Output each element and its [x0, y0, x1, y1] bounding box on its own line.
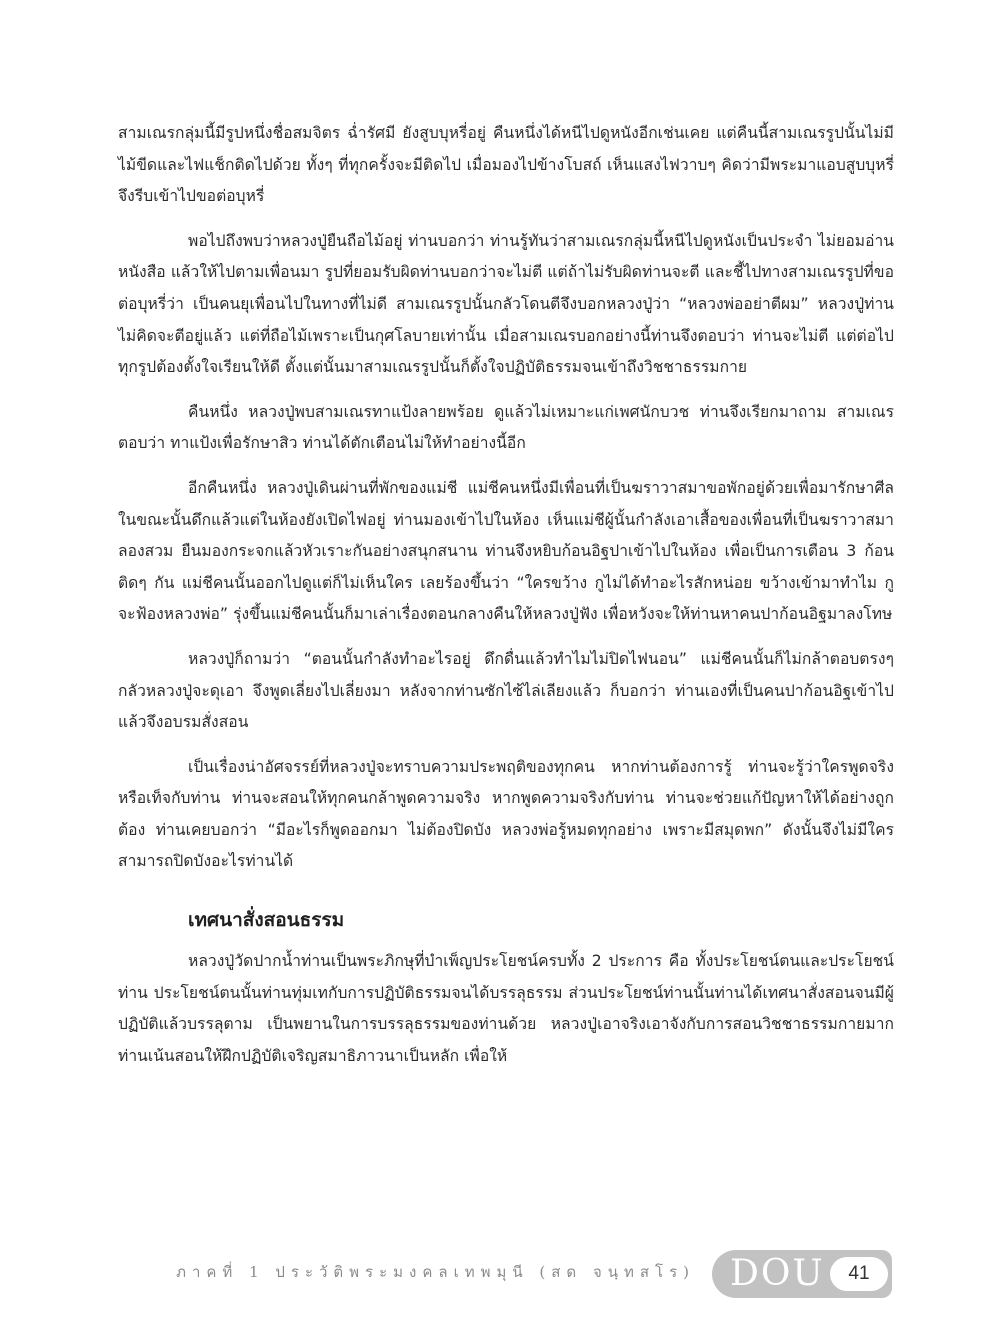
running-title: ภาคที่ 1 ประวัติพระมงคลเทพมุนี (สด จนฺทสโร)	[176, 1263, 695, 1281]
body-paragraph-2: พอไปถึงพบว่าหลวงปู่ยืนถือไม้อยู่ ท่านบอกว่า ท่านรู้ทันว่าสามเณรกลุ่มนี้หนีไปดูหนังเป็นประจำ ไม่ยอมอ่านหนังสือ แล้วให้ไปตามเพื่อนมา รูปที่ยอมรับผิดท่านบอกว่าจะไม่ตี แต่ถ้าไม่รับผิดท่านจะตี และชี้ไปทางสามเณรรูปที่ขอต่อบุหรี่ว่า เป็นคนยุเพื่อนไปในทางที่ไม่ดี สามเณรรูปนั้นกลัวโดนตีจึงบอกหลวงปู่ว่า “หลวงพ่ออย่าตีผม” หลวงปู่ท่านไม่คิดจะตีอยู่แล้ว แต่ที่ถือไม้เพราะเป็นกุศโลบายเท่านั้น เมื่อสามเณรบอกอย่างนี้ท่านจึงตอบว่า ท่านจะไม่ตี แต่ต่อไปทุกรูปต้องตั้งใจเรียนให้ดี ตั้งแต่นั้นมาสามเณรรูปนั้นก็ตั้งใจปฏิบัติธรรมจนเข้าถึงวิชชาธรรมกาย	[118, 231, 894, 377]
page-number: 41	[830, 1257, 888, 1291]
dou-logo: DOU	[730, 1253, 825, 1294]
body-paragraph-6: เป็นเรื่องน่าอัศจรรย์ที่หลวงปู่จะทราบความประพฤติของทุกคน หากท่านต้องการรู้ ท่านจะรู้ว่าใครพูดจริงหรือเท็จกับท่าน ท่านจะสอนให้ทุกคนกล้าพูดความจริง หากพูดความจริงกับท่าน ท่านจะช่วยแก้ปัญหาให้ได้อย่างถูกต้อง ท่านเคยบอกว่า “มีอะไรก็พูดออกมา ไม่ต้องปิดบัง หลวงพ่อรู้หมดทุกอย่าง เพราะมีสมุดพก” ดังนั้นจึงไม่มีใครสามารถปิดบังอะไรท่านได้	[118, 757, 894, 871]
page-badge	[712, 1250, 892, 1298]
body-paragraph-5: หลวงปู่ก็ถามว่า “ตอนนั้นกำลังทำอะไรอยู่ ดึกดื่นแล้วทำไมไม่ปิดไฟนอน” แม่ชีคนนั้นก็ไม่กล้าตอบตรงๆ กลัวหลวงปู่จะดุเอา จึงพูดเลี่ยงไปเลี่ยงมา หลังจากท่านซักไซ้ไล่เลียงแล้ว ก็บอกว่า ท่านเองที่เป็นคนปาก้อนอิฐเข้าไป แล้วจึงอบรมสั่งสอน	[118, 649, 894, 732]
page-body	[118, 118, 894, 1085]
body-paragraph-4: อีกคืนหนึ่ง หลวงปู่เดินผ่านที่พักของแม่ชี แม่ชีคนหนึ่งมีเพื่อนที่เป็นฆราวาสมาขอพักอยู่ด้วยเพื่อมารักษาศีล ในขณะนั้นดึกแล้วแต่ในห้องยังเปิดไฟอยู่ ท่านมองเข้าไปในห้อง เห็นแม่ชีผู้นั้นกำลังเอาเสื้อของเพื่อนที่เป็นฆราวาสมาลองสวม ยืนมองกระจกแล้วหัวเราะกันอย่างสนุกสนาน ท่านจึงหยิบก้อนอิฐปาเข้าไปในห้อง เพื่อเป็นการเตือน 3 ก้อนติดๆ กัน แม่ชีคนนั้นออกไปดูแต่ก็ไม่เห็นใคร เลยร้องขึ้นว่า “ใครขว้าง กูไม่ได้ทำอะไรสักหน่อย ขว้างเข้ามาทำไม กูจะฟ้องหลวงพ่อ” รุ่งขึ้นแม่ชีคนนั้นก็มาเล่าเรื่องตอนกลางคืนให้หลวงปู่ฟัง เพื่อหวังจะให้ท่านหาคนปาก้อนอิฐมาลงโทษ	[118, 478, 894, 624]
page-footer	[0, 1250, 1000, 1298]
body-paragraph-1: สามเณรกลุ่มนี้มีรูปหนึ่งชื่อสมจิตร ฉ่ำรัศมี ยังสูบบุหรี่อยู่ คืนหนึ่งได้หนีไปดูหนังอีกเช่นเคย แต่คืนนี้สามเณรรูปนั้นไม่มีไม้ขีดและไฟแช็กติดไปด้วย ทั้งๆ ที่ทุกครั้งจะมีติดไป เมื่อมองไปข้างโบสถ์ เห็นแสงไฟวาบๆ คิดว่ามีพระมาแอบสูบบุหรี่ จึงรีบเข้าไปขอต่อบุหรี่	[118, 124, 894, 206]
section-heading: เทศนาสั่งสอนธรรม	[188, 909, 345, 932]
body-paragraph-3: คืนหนึ่ง หลวงปู่พบสามเณรทาแป้งลายพร้อย ดูแล้วไม่เหมาะแก่เพศนักบวช ท่านจึงเรียกมาถาม สามเณรตอบว่า ทาแป้งเพื่อรักษาสิว ท่านได้ตักเตือนไม่ให้ทำอย่างนี้อีก	[118, 402, 894, 453]
section-paragraph: หลวงปู่วัดปากน้ำท่านเป็นพระภิกษุที่บำเพ็ญประโยชน์ครบทั้ง 2 ประการ คือ ทั้งประโยชน์ตนและประโยชน์ท่าน ประโยชน์ตนนั้นท่านทุ่มเทกับการปฏิบัติธรรมจนได้บรรลุธรรม ส่วนประโยชน์ท่านนั้นท่านได้เทศนาสั่งสอนจนมีผู้ปฏิบัติแล้วบรรลุตาม เป็นพยานในการบรรลุธรรมของท่านด้วย หลวงปู่เอาจริงเอาจังกับการสอนวิชชาธรรมกายมาก ท่านเน้นสอนให้ฝึกปฏิบัติเจริญสมาธิภาวนาเป็นหลัก เพื่อให้	[118, 952, 894, 1065]
